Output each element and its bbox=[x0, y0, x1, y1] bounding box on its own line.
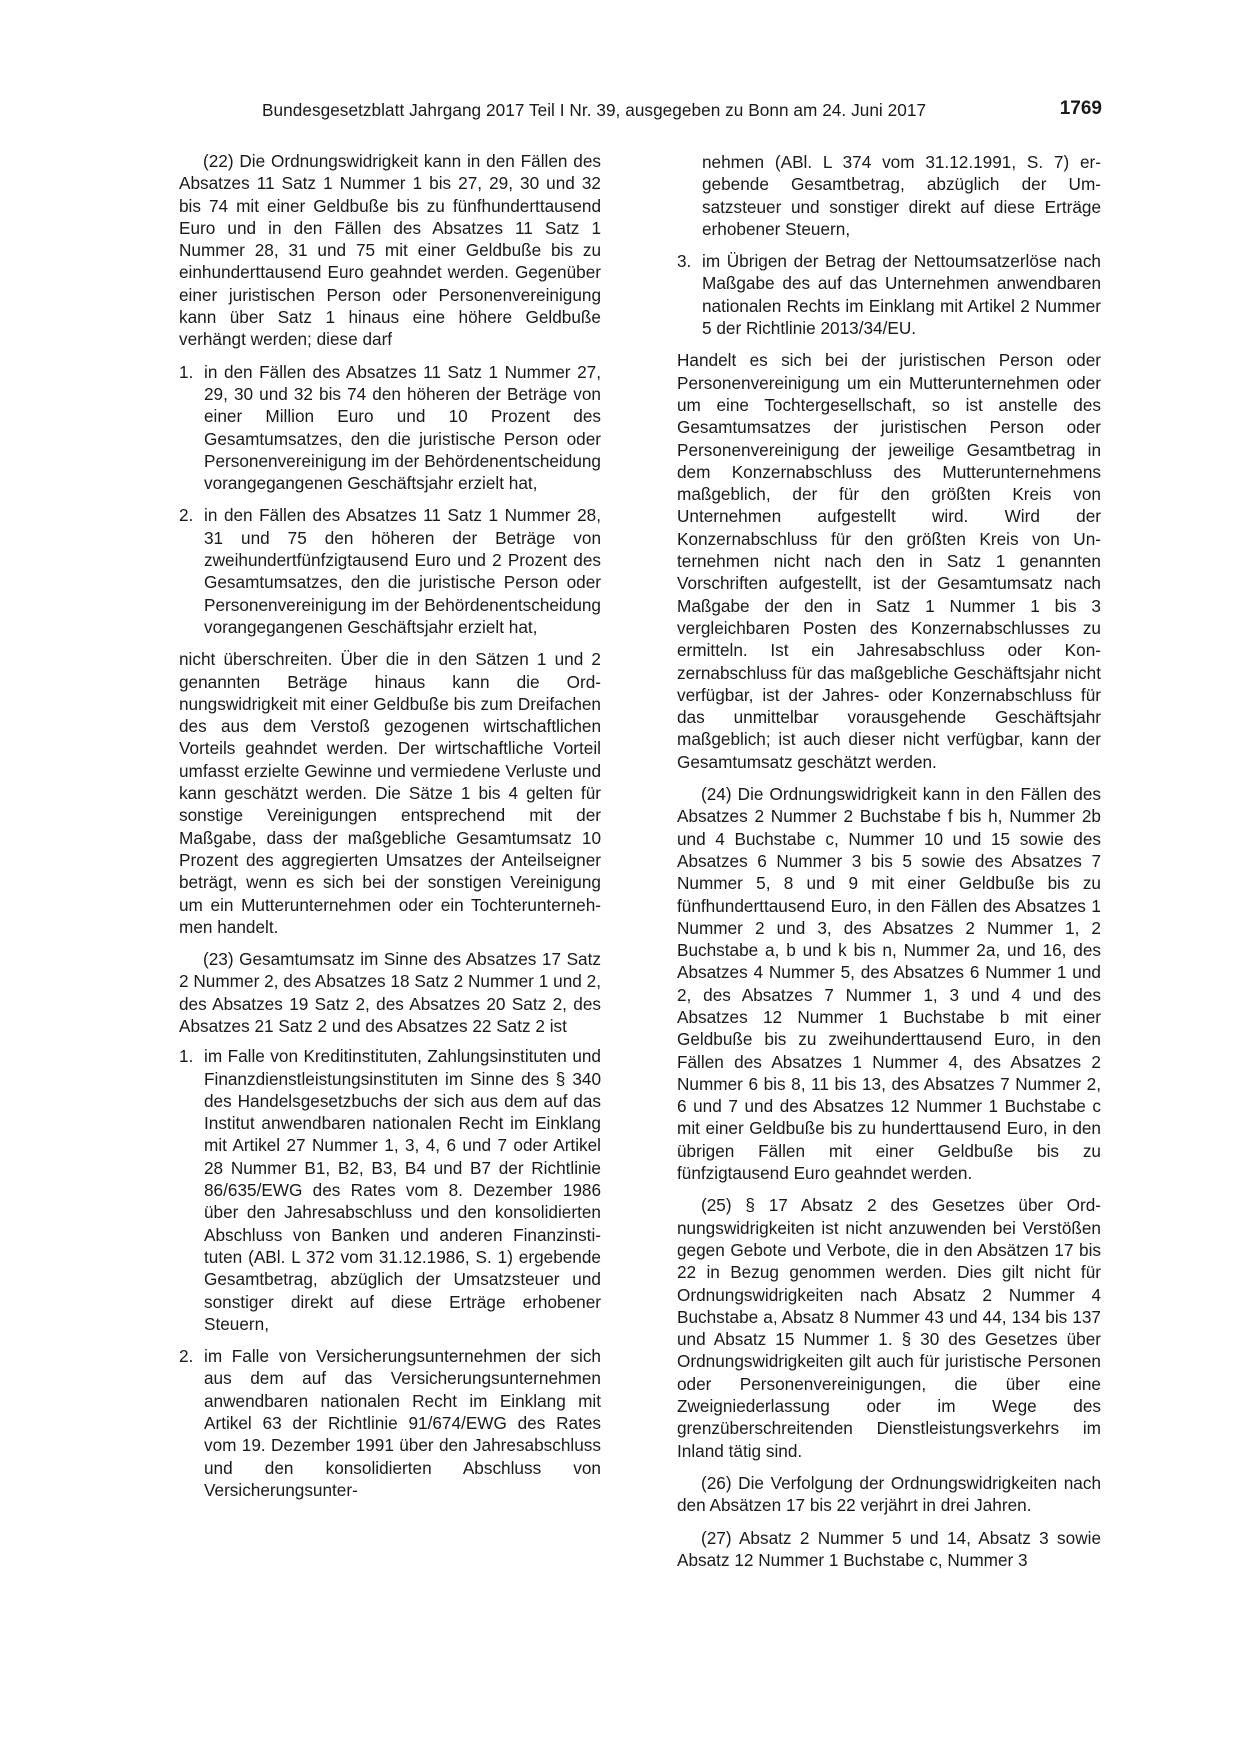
paragraph-25: (25) § 17 Absatz 2 des Gesetzes über Ordnungswidrigkeiten ist nicht anzuwenden bei Verstößen gegen Gebote und Verbote, die in den Absätzen 17 bis 22 in Bezug genommen werden. Dies gilt nicht für Ordnungswidrigkeiten nach Absatz 2 Nummer 4 Buchstabe a, Absatz 8 Nummer 43 und 44, 134 bis 137 und Absatz 15 Nummer 1. § 30 des Gesetzes über Ordnungswidrigkeiten gilt auch für juristische Personen oder Personenvereinigungen, die über eine Zweigniederlassung oder im Wege des grenzüberschreitenden Dienstleistungsverkehrs im Inland tätig sind. bbox=[677, 1195, 1101, 1461]
paragraph-22: (22) Die Ordnungswidrigkeit kann in den Fällen des Absatzes 11 Satz 1 Nummer 1 bis 27, 29, 30 und 32 bis 74 mit einer Geldbuße bis zu fünfhunderttausend Euro und in den Fällen des Absatzes 11 Satz 1 Nummer 28, 31 und 75 mit einer Geldbuße bis zu einhunderttausend Euro geahndet werden. Gegenüber einer juristischen Person oder Personenvereinigung kann über Satz 1 hinaus eine höhere Geldbuße verhängt werden; diese darf bbox=[179, 151, 601, 350]
paragraph-24: (24) Die Ordnungswidrigkeit kann in den Fällen des Absatzes 2 Nummer 2 Buchstabe f bis h, Nummer 2b und 4 Buchstabe c, Nummer 10 und 15 sowie des Absatzes 6 Nummer 3 bis 5 sowie des Absatzes 7 Nummer 5, 8 und 9 mit einer Geldbuße bis zu fünfhunderttausend Euro, in den Fällen des Absatzes 1 Nummer 2 und 3, des Absatzes 2 Nummer 1, 2 Buchstabe a, b und k bis n, Nummer 2a, und 16, des Absatzes 4 Nummer 5, des Absatzes 6 Nummer 1 und 2, des Absatzes 7 Nummer 1, 3 und 4 und des Absatzes 12 Nummer 1 Buchstabe b mit einer Geldbuße bis zu zweihunderttausend Euro, in den Fällen des Absatzes 1 Nummer 4, des Absatzes 2 Nummer 6 bis 8, 11 bis 13, des Absatzes 7 Nummer 2, 6 und 7 und des Absatzes 12 Nummer 1 Buchstabe c mit einer Geldbuße bis zu hunderttausend Euro, in den übrigen Fällen mit einer Geldbuße bis zu fünfzigtausend Euro geahndet werden. bbox=[677, 784, 1101, 1184]
paragraph-23-list-continued bbox=[677, 151, 1101, 339]
left-column bbox=[179, 150, 601, 1511]
list-item-text: in den Fällen des Absatzes 11 Satz 1 Nummer 27, 29, 30 und 32 bis 74 den höheren der Beträge von einer Million Euro und 10 Prozent des Gesamtumsatzes, den die juristische Person oder Personenvereinigung im der Behördenentscheidung vorangegangenen Geschäftsjahr erzielt hat, bbox=[204, 361, 601, 494]
list-item bbox=[179, 361, 601, 495]
list-item-text: im Falle von Versicherungsunternehmen der sich aus dem auf das Versicherungsunternehmen anwendbaren nationalen Recht im Einklang mit Artikel 63 der Richtlinie 91/674/EWG des Rates vom 19. Dezember 1991 über den Jahresabschluss und den konsolidierten Abschluss von Versicherungsunter- bbox=[204, 1346, 601, 1500]
paragraph-26: (26) Die Verfolgung der Ordnungswidrigkeiten nach den Absätzen 17 bis 22 verjährt in drei Jahren. bbox=[677, 1472, 1101, 1516]
right-column bbox=[677, 151, 1101, 1581]
paragraph-22-continuation: nicht überschreiten. Über die in den Sätzen 1 und 2 genannten Beträge hinaus kann die Ordnungswidrigkeit mit einer Geldbuße bis zum Dreifachen des aus dem Verstoß gezogenen wirtschaftlichen Vorteils geahndet werden. Der wirtschaftliche Vorteil umfasst erzielte Gewinne und vermiedene Verluste und kann geschätzt werden. Die Sätze 1 bis 4 gelten für sonstige Vereinigungen entsprechend mit der Maßgabe, dass der maßgebliche Gesamtumsatz 10 Prozent des aggregierten Umsatzes der Anteilseigner beträgt, wenn es sich bei der sonstigen Vereinigung um ein Mutterunternehmen oder ein Tochterunternehmen handelt. bbox=[179, 649, 601, 937]
paragraph-22-list bbox=[179, 361, 601, 639]
list-item-number: 1. bbox=[179, 1046, 194, 1067]
list-item-number: 2. bbox=[179, 505, 194, 526]
list-item-text: in den Fällen des Absatzes 11 Satz 1 Nummer 28, 31 und 75 den höheren der Beträge von zweihundertfünfzigtausend Euro und 2 Prozent des Gesamtumsatzes, den die juristische Person oder Personenvereinigung im der Behördenentscheidung vorangegangenen Geschäftsjahr erzielt hat, bbox=[204, 505, 601, 637]
list-item bbox=[677, 151, 1101, 240]
list-item-number: 3. bbox=[677, 251, 692, 272]
header-title: Bundesgesetzblatt Jahrgang 2017 Teil I Nr. 39, ausgegeben zu Bonn am 24. Juni 2017 bbox=[262, 100, 927, 120]
list-item-number: 1. bbox=[179, 361, 194, 382]
paragraph-23-list bbox=[179, 1045, 601, 1501]
list-item-text: im Falle von Kreditinstituten, Zahlungsinstituten und Finanzdienstleistungsinstituten im Sinne des § 340 des Handelsgesetzbuchs der sich aus dem auf das Institut anwendbaren nationalen Recht im Einklang mit Artikel 27 Nummer 1, 3, 4, 6 und 7 oder Artikel 28 Nummer B1, B2, B3, B4 und B7 der Richtlinie 86/635/EWG des Rates vom 8. Dezember 1986 über den Jahresabschluss und den konsolidierten Abschluss von Banken und anderen Finanzinstituten (ABl. L 372 vom 31.12.1986, S. 1) ergebende Gesamtbetrag, abzüglich der Umsatzsteuer und sonstiger direkt auf diese Erträge erhobener Steuern, bbox=[204, 1046, 601, 1334]
paragraph-23-continuation: Handelt es sich bei der juristischen Person oder Personenvereinigung um ein Mutterunternehmen oder um eine Tochtergesellschaft, so ist anstelle des Gesamtumsatzes der juristischen Person oder Personenvereinigung der jeweilige Gesamtbetrag in dem Konzernabschluss des Mutterunternehmens maßgeblich, der für den größten Kreis von Unternehmen aufgestellt wird. Wird der Konzernabschluss für den größten Kreis von Unternehmen nicht nach den in Satz 1 genannten Vorschriften aufgestellt, ist der Gesamtumsatz nach Maßgabe der den in Satz 1 Nummer 1 bis 3 vergleichbaren Posten des Konzernabschlusses zu ermitteln. Ist ein Jahresabschluss oder Konzernabschluss für das maßgebliche Geschäftsjahr nicht verfügbar, ist der Jahres- oder Konzernabschluss für das unmittelbar vorausgehende Geschäftsjahr maßgeblich; ist auch dieser nicht verfügbar, kann der Gesamtumsatz geschätzt werden. bbox=[677, 350, 1101, 772]
page-number: 1769 bbox=[1059, 98, 1102, 119]
list-item-text: im Übrigen der Betrag der Nettoumsatzerlöse nach Maßgabe des auf das Unternehmen anwendbaren nationalen Rechts im Einklang mit Artikel 2 Nummer 5 der Richtlinie 2013/34/EU. bbox=[702, 251, 1101, 339]
list-item bbox=[179, 504, 601, 638]
list-item-number: 2. bbox=[179, 1346, 194, 1367]
list-item bbox=[179, 1045, 601, 1335]
paragraph-27: (27) Absatz 2 Nummer 5 und 14, Absatz 3 sowie Absatz 12 Nummer 1 Buchstabe c, Nummer 3 bbox=[677, 1527, 1101, 1570]
running-header bbox=[0, 98, 1241, 128]
list-item bbox=[179, 1345, 601, 1501]
paragraph-23: (23) Gesamtumsatz im Sinne des Absatzes 17 Satz 2 Nummer 2, des Absatzes 18 Satz 2 Nummer 1 und 2, des Absatzes 19 Satz 2, des Absatzes 20 Satz 2, des Absatzes 21 Satz 2 und des Absatzes 22 Satz 2 ist bbox=[179, 949, 601, 1036]
list-item-text: nehmen (ABl. L 374 vom 31.12.1991, S. 7) ergebende Gesamtbetrag, abzüglich der Umsatzsteuer und sonstiger direkt auf diese Erträge erhobener Steuern, bbox=[702, 152, 1101, 239]
list-item bbox=[677, 250, 1101, 339]
